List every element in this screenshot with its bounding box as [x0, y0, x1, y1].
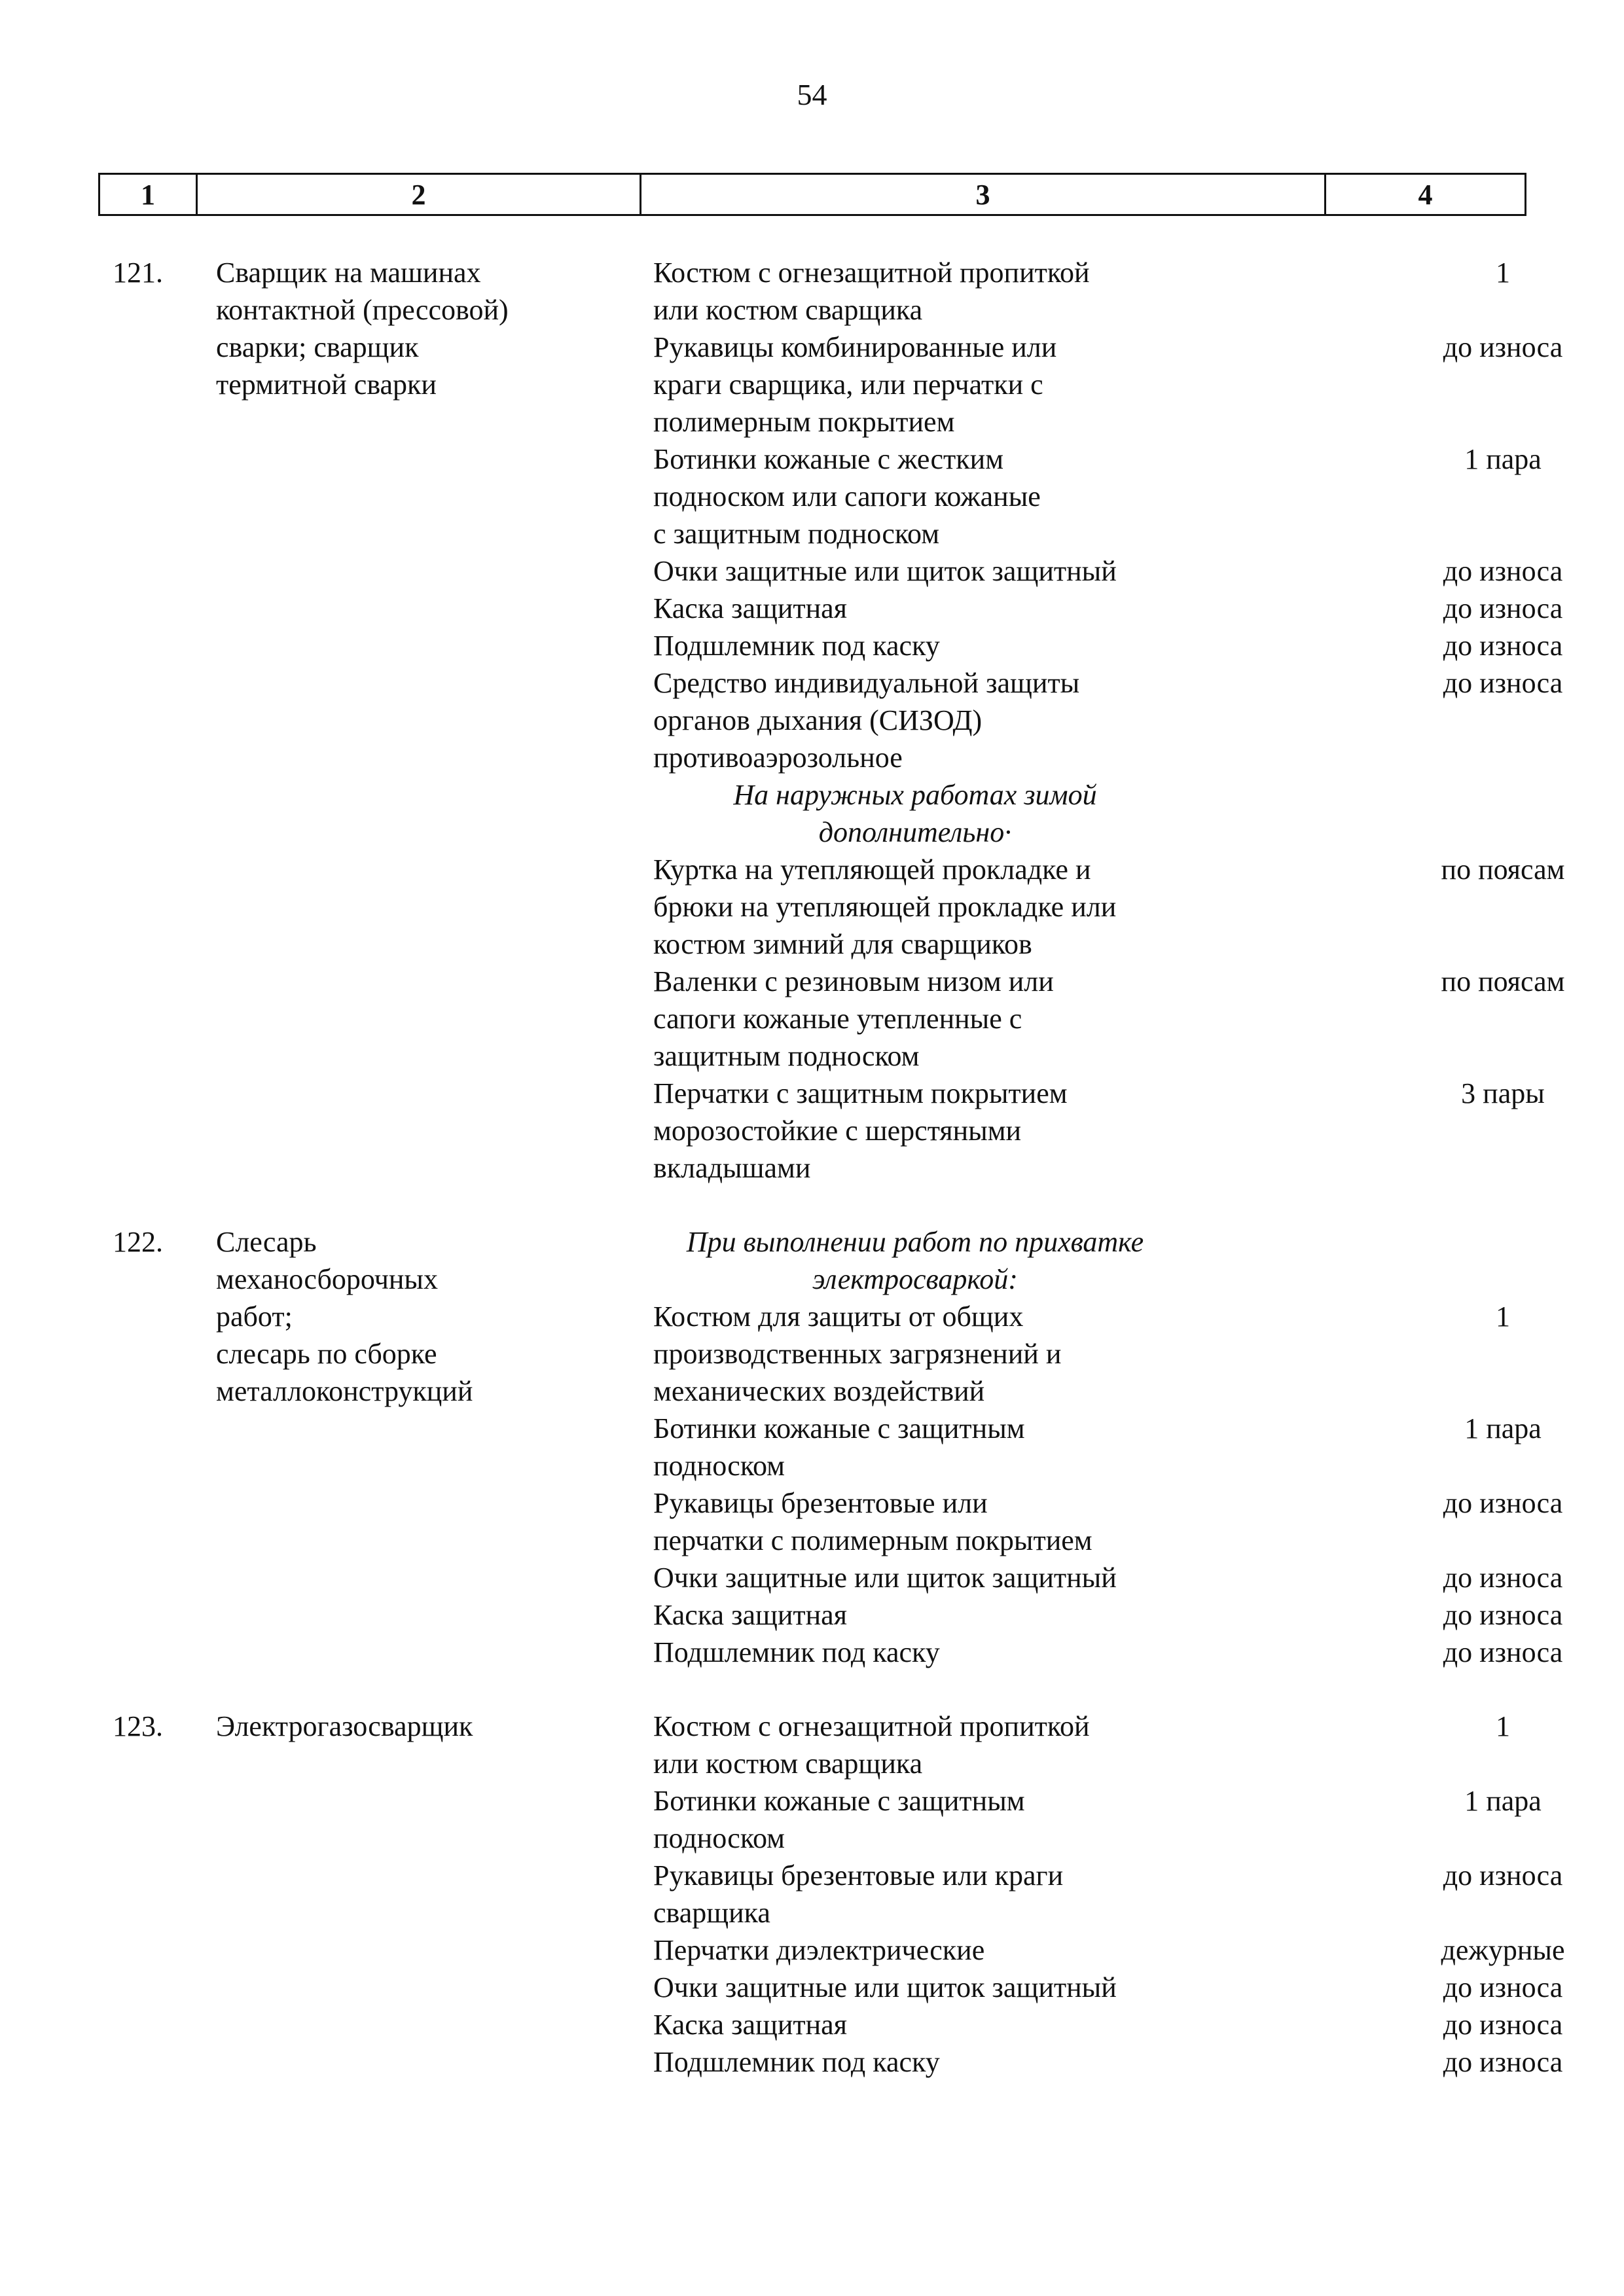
ppe-name-line: краги сварщика, или перчатки с	[653, 368, 1043, 401]
ppe-item-name	[653, 664, 1379, 776]
ppe-name-line: сварщика	[653, 1897, 770, 1929]
ppe-item-name	[653, 2043, 1379, 2081]
ppe-item	[653, 1931, 1624, 1969]
ppe-item-name	[653, 552, 1379, 590]
ppe-item	[653, 1708, 1624, 1782]
ppe-item-name	[653, 1857, 1379, 1931]
header-cell-4: 4	[1324, 175, 1525, 214]
table-header-row	[98, 173, 1526, 216]
ppe-item	[653, 963, 1624, 1075]
row-number-cell: 121.	[113, 257, 163, 289]
ppe-name-line: механических воздействий	[653, 1375, 985, 1407]
issue-norm: по поясам	[1441, 965, 1565, 997]
ppe-item	[653, 1559, 1624, 1596]
issue-norm: до износа	[1443, 1971, 1563, 2003]
ppe-name-line: Рукавицы комбинированные или	[653, 331, 1057, 363]
ppe-item	[653, 1484, 1624, 1559]
issue-norm: 3 пары	[1461, 1077, 1545, 1109]
ppe-name-line: Куртка на утепляющей прокладке и	[653, 853, 1091, 886]
issue-norm: до износа	[1443, 2009, 1563, 2041]
ppe-item-name	[653, 2006, 1379, 2043]
ppe-name-line: Валенки с резиновым низом или	[653, 965, 1054, 997]
row-number-cell: 122.	[113, 1226, 163, 1258]
row-number-cell: 123.	[113, 1710, 163, 1742]
ppe-item-name	[653, 1298, 1379, 1410]
ppe-name-line: подноском или сапоги кожаные	[653, 480, 1041, 512]
ppe-item-name	[653, 1782, 1379, 1857]
ppe-item-name	[653, 590, 1379, 627]
ppe-name-line: Рукавицы брезентовые или краги	[653, 1859, 1064, 1892]
ppe-item	[653, 1782, 1624, 1857]
ppe-name-line: Каска защитная	[653, 592, 847, 624]
ppe-item	[653, 254, 1624, 329]
issue-norm: до износа	[1443, 630, 1563, 662]
ppe-item	[653, 851, 1624, 963]
ppe-item-name	[653, 1075, 1379, 1187]
ppe-item	[653, 1969, 1624, 2006]
ppe-name-line: производственных загрязнений и	[653, 1338, 1062, 1370]
subheading-line: электросваркой:	[812, 1263, 1018, 1295]
issue-norm: 1 пара	[1464, 1412, 1542, 1444]
ppe-name-line: вкладышами	[653, 1152, 811, 1184]
issue-norm: до износа	[1443, 1636, 1563, 1668]
issue-norm: 1	[1496, 257, 1510, 289]
ppe-name-line: морозостойкие с шерстяными	[653, 1115, 1022, 1147]
ppe-name-line: Костюм с огнезащитной пропиткой	[653, 257, 1090, 289]
ppe-name-line: Перчатки диэлектрические	[653, 1934, 985, 1966]
ppe-items-cell	[653, 254, 1624, 1187]
ppe-name-line: Ботинки кожаные с защитным	[653, 1412, 1025, 1444]
issue-norm: 1 пара	[1464, 443, 1542, 475]
ppe-item-name	[653, 254, 1379, 329]
profession-line: Сварщик на машинах	[216, 257, 481, 289]
ppe-name-line: сапоги кожаные утепленные с	[653, 1003, 1022, 1035]
ppe-name-line: Подшлемник под каску	[653, 630, 940, 662]
ppe-name-line: Каска защитная	[653, 1599, 847, 1631]
ppe-name-line: подноском	[653, 1822, 785, 1854]
ppe-name-line: Каска защитная	[653, 2009, 847, 2041]
profession-line: контактной (прессовой)	[216, 294, 509, 326]
ppe-name-line: Очки защитные или щиток защитный	[653, 1971, 1117, 2003]
ppe-item-name	[653, 1596, 1379, 1634]
ppe-item-name	[653, 963, 1379, 1075]
ppe-item	[653, 329, 1624, 440]
ppe-name-line: Средство индивидуальной защиты	[653, 667, 1080, 699]
profession-line: работ;	[216, 1300, 293, 1333]
profession-line: металлоконструкций	[216, 1375, 473, 1407]
ppe-item-name	[653, 440, 1379, 552]
ppe-name-line: с защитным подноском	[653, 518, 940, 550]
ppe-item	[653, 552, 1624, 590]
ppe-item	[653, 1298, 1624, 1410]
condition-subheading	[653, 1223, 1177, 1298]
table-row	[0, 1223, 1624, 1671]
page-number: 54	[797, 78, 827, 111]
ppe-name-line: Подшлемник под каску	[653, 2046, 940, 2078]
issue-norm: 1 пара	[1464, 1785, 1542, 1817]
ppe-name-line: противоаэрозольное	[653, 742, 903, 774]
profession-line: Электрогазосварщик	[216, 1710, 473, 1742]
issue-norm: до износа	[1443, 667, 1563, 699]
ppe-name-line: органов дыхания (СИЗОД)	[653, 704, 983, 736]
ppe-item-name	[653, 1708, 1379, 1782]
ppe-name-line: Перчатки с защитным покрытием	[653, 1077, 1068, 1109]
ppe-item	[653, 590, 1624, 627]
issue-norm: до износа	[1443, 331, 1563, 363]
issue-norm: до износа	[1443, 1487, 1563, 1519]
subheading-line: На наружных работах зимой	[733, 779, 1097, 811]
issue-norm: до износа	[1443, 592, 1563, 624]
ppe-item-name	[653, 851, 1379, 963]
ppe-item-name	[653, 329, 1379, 440]
issue-norm: до износа	[1443, 2046, 1563, 2078]
ppe-item	[653, 1634, 1624, 1671]
ppe-name-line: костюм зимний для сварщиков	[653, 928, 1032, 960]
ppe-name-line: Очки защитные или щиток защитный	[653, 555, 1117, 587]
ppe-item-name	[653, 627, 1379, 664]
ppe-item-name	[653, 1634, 1379, 1671]
profession-line: сварки; сварщик	[216, 331, 419, 363]
header-cell-3: 3	[640, 175, 1324, 214]
header-cell-2: 2	[196, 175, 640, 214]
ppe-name-line: Ботинки кожаные с защитным	[653, 1785, 1025, 1817]
profession-cell	[216, 254, 648, 1187]
profession-cell	[216, 1223, 648, 1671]
ppe-item	[653, 2043, 1624, 2081]
issue-norm: дежурные	[1441, 1934, 1565, 1966]
ppe-item-name	[653, 1559, 1379, 1596]
ppe-item	[653, 1596, 1624, 1634]
header-cell-1: 1	[141, 178, 155, 211]
issue-norm: до износа	[1443, 1562, 1563, 1594]
subheading-line: дополнительно·	[818, 816, 1012, 848]
profession-line: слесарь по сборке	[216, 1338, 437, 1370]
issue-norm: по поясам	[1441, 853, 1565, 886]
ppe-item	[653, 1857, 1624, 1931]
profession-line: термитной сварки	[216, 368, 437, 401]
ppe-item-name	[653, 1931, 1379, 1969]
ppe-name-line: Рукавицы брезентовые или	[653, 1487, 988, 1519]
ppe-name-line: перчатки с полимерным покрытием	[653, 1524, 1092, 1556]
table-row	[0, 1708, 1624, 2081]
profession-line: механосборочных	[216, 1263, 438, 1295]
ppe-name-line: полимерным покрытием	[653, 406, 955, 438]
ppe-items-cell	[653, 1708, 1624, 2081]
ppe-name-line: Подшлемник под каску	[653, 1636, 940, 1668]
issue-norm: до износа	[1443, 555, 1563, 587]
ppe-item-name	[653, 1969, 1379, 2006]
ppe-item	[653, 1410, 1624, 1484]
issue-norm: до износа	[1443, 1859, 1563, 1892]
ppe-name-line: Ботинки кожаные с жестким	[653, 443, 1004, 475]
ppe-item	[653, 664, 1624, 776]
ppe-name-line: Костюм с огнезащитной пропиткой	[653, 1710, 1090, 1742]
profession-cell	[216, 1708, 648, 2081]
ppe-name-line: брюки на утепляющей прокладке или	[653, 891, 1117, 923]
ppe-item	[653, 440, 1624, 552]
ppe-item	[653, 2006, 1624, 2043]
ppe-name-line: Очки защитные или щиток защитный	[653, 1562, 1117, 1594]
issue-norm: 1	[1496, 1710, 1510, 1742]
ppe-name-line: или костюм сварщика	[653, 1748, 923, 1780]
issue-norm: до износа	[1443, 1599, 1563, 1631]
issue-norm: 1	[1496, 1300, 1510, 1333]
ppe-item-name	[653, 1484, 1379, 1559]
ppe-name-line: подноском	[653, 1450, 785, 1482]
condition-subheading	[653, 776, 1177, 851]
ppe-items-cell	[653, 1223, 1624, 1671]
table-body	[0, 254, 1624, 2117]
ppe-item	[653, 627, 1624, 664]
ppe-item-name	[653, 1410, 1379, 1484]
ppe-name-line: Костюм для защиты от общих	[653, 1300, 1024, 1333]
profession-line: Слесарь	[216, 1226, 317, 1258]
ppe-item	[653, 1075, 1624, 1187]
subheading-line: При выполнении работ по прихватке	[686, 1226, 1144, 1258]
table-row	[0, 254, 1624, 1187]
ppe-name-line: защитным подноском	[653, 1040, 920, 1072]
ppe-name-line: или костюм сварщика	[653, 294, 923, 326]
